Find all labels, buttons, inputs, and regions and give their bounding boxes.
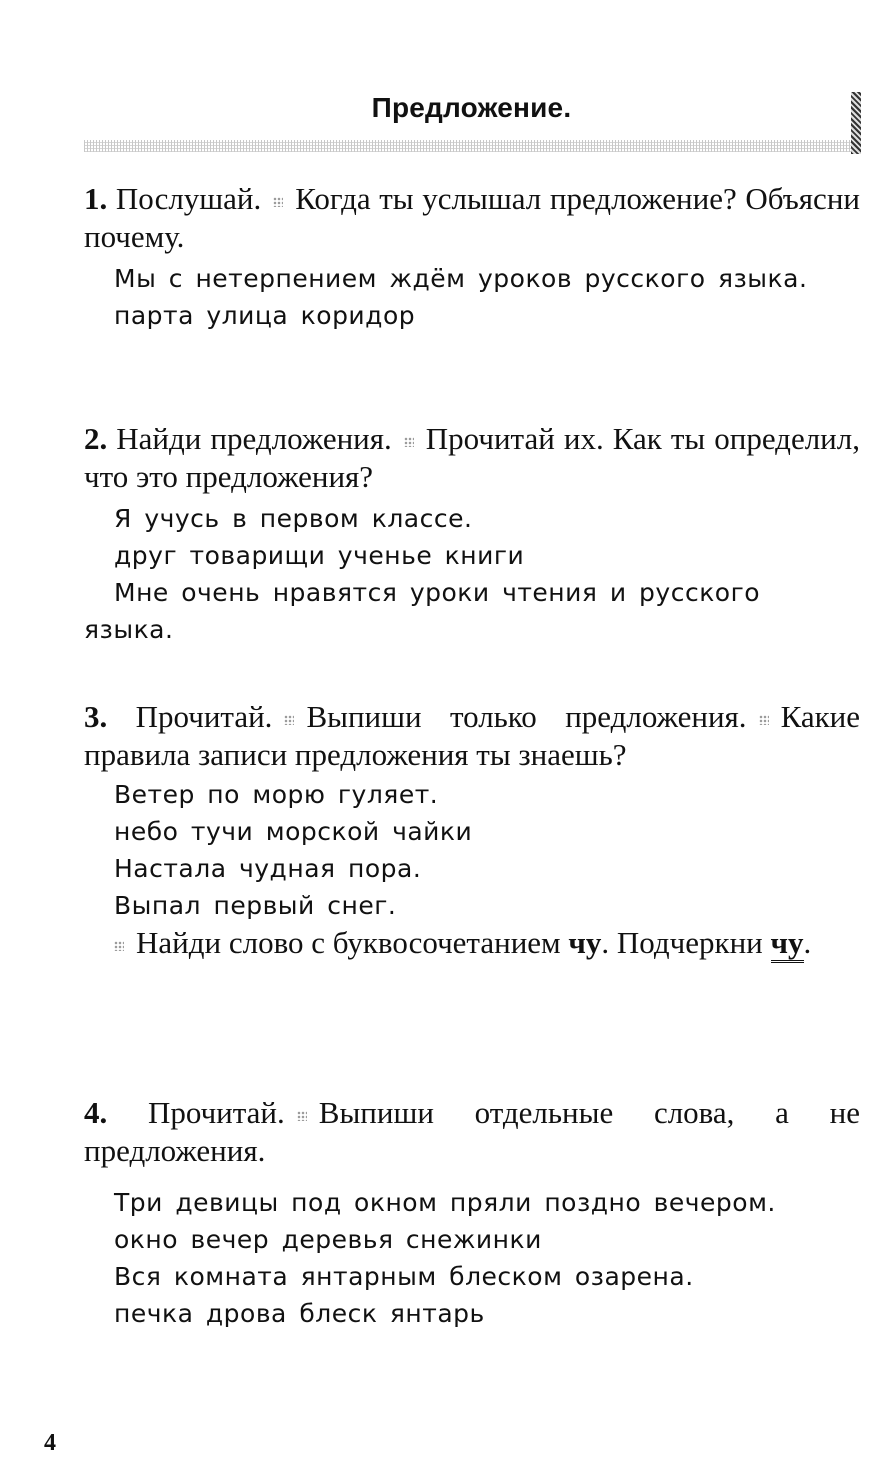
task-number: 3. xyxy=(84,699,108,734)
instruction-text: Найди предложения. xyxy=(116,421,392,456)
dotted-square-marker-icon xyxy=(114,941,124,951)
task-4 xyxy=(84,1094,860,1332)
example-line: Три девицы под окном пряли поздно вечером. xyxy=(114,1188,776,1217)
instruction-text: Когда ты услышал предложение? Объясни почему. xyxy=(84,181,860,254)
example-line: Настала чудная пора. xyxy=(114,854,422,883)
followup-instruction xyxy=(84,924,860,962)
task-number: 1. xyxy=(84,181,108,216)
task-instruction xyxy=(84,1094,860,1170)
task-instruction xyxy=(84,180,860,256)
instruction-text: Прочитай их. Как ты определил, что это предложения? xyxy=(84,421,860,494)
dotted-square-marker-icon xyxy=(273,197,283,207)
task-number: 4. xyxy=(84,1095,108,1130)
example-line: окно вечер деревья снежинки xyxy=(114,1225,542,1254)
title-rule-corner xyxy=(851,92,861,154)
task-number: 2. xyxy=(84,421,108,456)
task-instruction xyxy=(84,420,860,496)
instruction-text: Выпиши отдельные слова, а не предложения. xyxy=(84,1095,860,1168)
instruction-text: Прочитай. xyxy=(135,699,273,734)
letter-combination: чу xyxy=(568,925,602,960)
example-line: Я учусь в первом классе. xyxy=(114,504,473,533)
instruction-text: Прочитай. xyxy=(147,1095,285,1130)
task-3 xyxy=(84,698,860,962)
dotted-square-marker-icon xyxy=(284,715,294,725)
example-line: Ветер по морю гуляет. xyxy=(114,780,439,809)
instruction-text: Какие правила записи предложения ты знаешь? xyxy=(84,699,860,772)
underlined-letter-combination: чу xyxy=(771,925,804,963)
example-line: Выпал первый снег. xyxy=(114,891,397,920)
example-line: друг товарищи ученье книги xyxy=(114,541,525,570)
task-1 xyxy=(84,180,860,334)
dotted-square-marker-icon xyxy=(404,437,414,447)
example-line: Вся комната янтарным блеском озарена. xyxy=(114,1262,694,1291)
example-line: парта улица коридор xyxy=(114,301,416,330)
instruction-text: Найди слово с буквосочетанием xyxy=(136,925,561,960)
example-line: небо тучи морской чайки xyxy=(114,817,473,846)
page-title: Предложение. xyxy=(371,92,572,123)
instruction-text: . Подчеркни xyxy=(601,925,763,960)
example-line: Мне очень нравятся уроки чтения и русского языка. xyxy=(84,578,761,644)
page-number: 4 xyxy=(44,1430,56,1456)
instruction-text: Выпиши только предложения. xyxy=(306,699,747,734)
task-instruction xyxy=(84,698,860,774)
dotted-square-marker-icon xyxy=(297,1111,307,1121)
task-2 xyxy=(84,420,860,648)
title-rule-divider xyxy=(84,140,860,152)
example-line: Мы с нетерпением ждём уроков русского языка. xyxy=(114,264,808,293)
dotted-square-marker-icon xyxy=(759,715,769,725)
instruction-text: . xyxy=(803,925,812,960)
example-line: печка дрова блеск янтарь xyxy=(114,1299,485,1328)
instruction-text: Послушай. xyxy=(115,181,262,216)
